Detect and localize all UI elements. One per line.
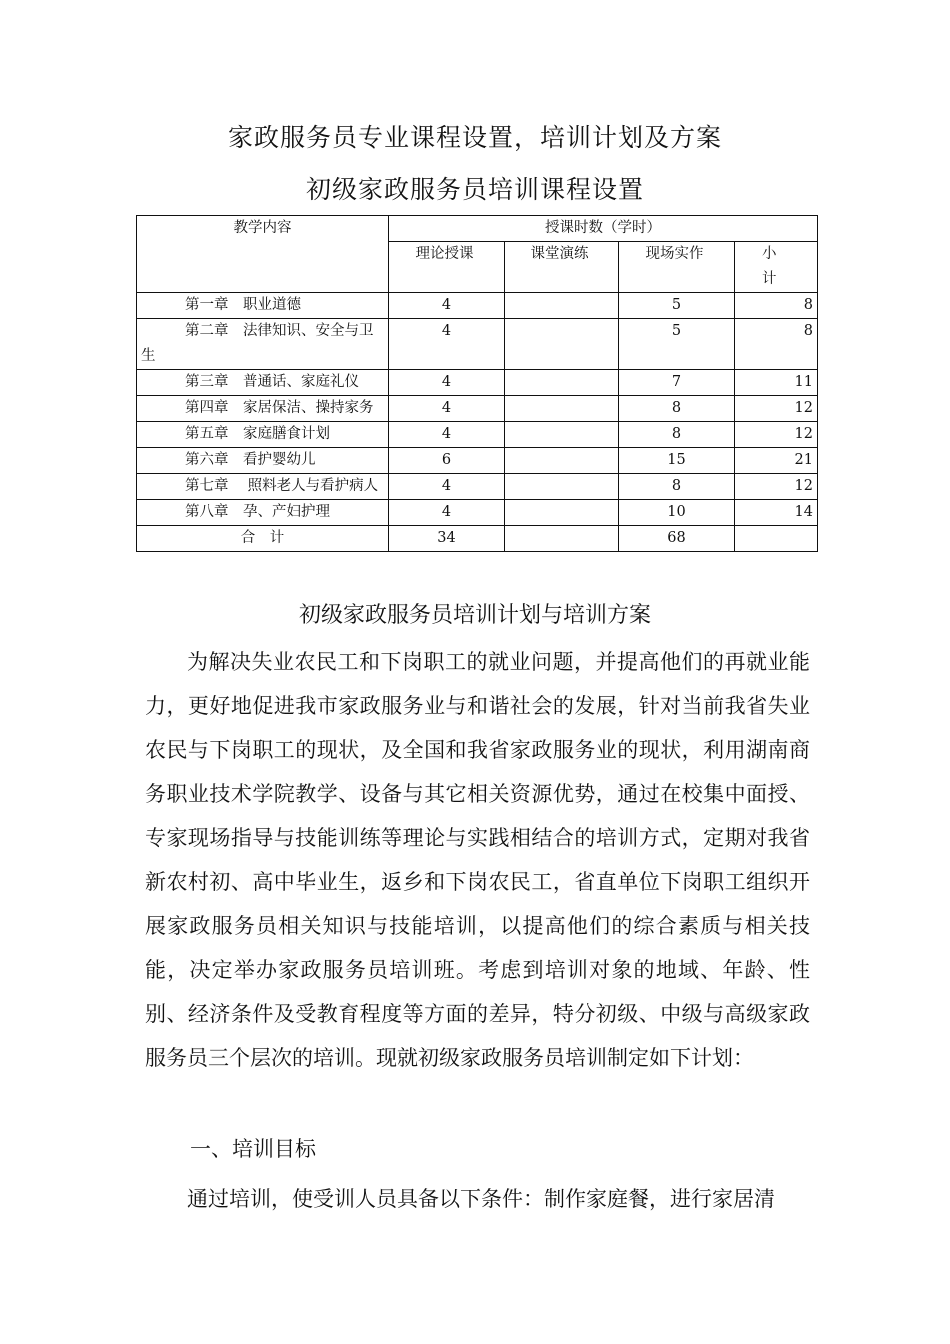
- theory-cell: 4: [389, 293, 505, 319]
- hours-header-cell: [389, 216, 818, 242]
- intro-paragraph: 为解决失业农民工和下岗职工的就业问题，并提高他们的再就业能力，更好地促进我市家政服务业与和谐社会的发展，针对当前我省失业农民与下岗职工的现状，及全国和我省家政服务业的现状，利用湖南商务职业技术学院教学、设备与其它相关资源优势，通过在校集中面授、专家现场指导与技能训练等理论与实践相结合的培训方式，定期对我省新农村初、高中毕业生，返乡和下岗农民工，省直单位下岗职工组织开展家政服务员相关知识与技能培训，以提高他们的综合素质与相关技能，决定举办家政服务员培训班。考虑到培训对象的地域、年龄、性别、经济条件及受教育程度等方面的差异，特分初级、中级与高级家政服务员三个层次的培训。现就初级家政服务员培训制定如下计划：: [145, 650, 810, 1070]
- theory-header-cell: [389, 242, 505, 293]
- table-row: [137, 319, 818, 370]
- total-subtotal-cell: [735, 526, 818, 552]
- document-title: 家政服务员专业课程设置，培训计划及方案: [227, 123, 722, 152]
- subtotal-cell: 11: [735, 370, 818, 396]
- theory-cell: 4: [389, 370, 505, 396]
- practice-header-cell: [505, 242, 619, 293]
- subtotal-cell: 12: [735, 422, 818, 448]
- field-cell: 10: [619, 500, 735, 526]
- practice-cell: [505, 448, 619, 474]
- theory-cell: 4: [389, 474, 505, 500]
- theory-cell: 4: [389, 319, 505, 370]
- subtotal-cell: 12: [735, 474, 818, 500]
- table-row: [137, 474, 818, 500]
- hours-header: 授课时数（学时）: [545, 220, 661, 236]
- total-label-cell: 合 计: [137, 526, 389, 552]
- practice-cell: [505, 370, 619, 396]
- chapter-cell: 第六章 看护婴幼儿: [137, 448, 389, 474]
- subtotal-cell: 8: [735, 319, 818, 370]
- theory-cell: 4: [389, 500, 505, 526]
- field-cell: 8: [619, 422, 735, 448]
- subtotal-cell: 12: [735, 396, 818, 422]
- chapter-cell: 第二章 法律知识、安全与卫生: [137, 319, 389, 370]
- practice-cell: [505, 319, 619, 370]
- field-cell: 15: [619, 448, 735, 474]
- subtotal-cell: 14: [735, 500, 818, 526]
- field-header-cell: [619, 242, 735, 293]
- plan-title: 初级家政服务员培训计划与培训方案: [298, 603, 651, 628]
- field-cell: 5: [619, 293, 735, 319]
- chapter-cell: 第八章 孕、产妇护理: [137, 500, 389, 526]
- table-row: [137, 370, 818, 396]
- table-row: [137, 293, 818, 319]
- practice-cell: [505, 422, 619, 448]
- course-table-title: 初级家政服务员培训课程设置: [305, 175, 644, 204]
- table-row: [137, 500, 818, 526]
- total-field-cell: 68: [619, 526, 735, 552]
- field-cell: 7: [619, 370, 735, 396]
- theory-cell: 6: [389, 448, 505, 474]
- table-row: [137, 448, 818, 474]
- theory-cell: 4: [389, 396, 505, 422]
- field-header: 现场实作: [645, 246, 704, 262]
- total-practice-cell: [505, 526, 619, 552]
- field-cell: 5: [619, 319, 735, 370]
- theory-cell: 4: [389, 422, 505, 448]
- practice-cell: [505, 396, 619, 422]
- practice-cell: [505, 293, 619, 319]
- subtotal-cell: 8: [735, 293, 818, 319]
- content-header: 教学内容: [233, 220, 292, 236]
- subtotal-header: 小计: [762, 246, 777, 287]
- chapter-cell: 第三章 普通话、家庭礼仪: [137, 370, 389, 396]
- chapter-cell: 第四章 家居保洁、操持家务: [137, 396, 389, 422]
- goals-paragraph: 通过培训，使受训人员具备以下条件：制作家庭餐，进行家居清: [187, 1187, 775, 1211]
- chapter-cell: 第七章 照料老人与看护病人: [137, 474, 389, 500]
- field-cell: 8: [619, 396, 735, 422]
- table-row: [137, 422, 818, 448]
- course-hours-table: [136, 215, 818, 552]
- table-row: [137, 396, 818, 422]
- theory-header: 理论授课: [415, 246, 474, 262]
- practice-cell: [505, 500, 619, 526]
- subtotal-cell: 21: [735, 448, 818, 474]
- table-total-row: [137, 526, 818, 552]
- chapter-cell: 第一章 职业道德: [137, 293, 389, 319]
- practice-header: 课堂演练: [530, 246, 589, 262]
- section-heading-goals: 一、培训目标: [190, 1137, 316, 1161]
- field-cell: 8: [619, 474, 735, 500]
- practice-cell: [505, 474, 619, 500]
- chapter-cell: 第五章 家庭膳食计划: [137, 422, 389, 448]
- subtotal-header-cell: [735, 242, 818, 293]
- table-header-row: [137, 216, 818, 242]
- content-header-cell: [137, 216, 389, 293]
- total-theory-cell: 34: [389, 526, 505, 552]
